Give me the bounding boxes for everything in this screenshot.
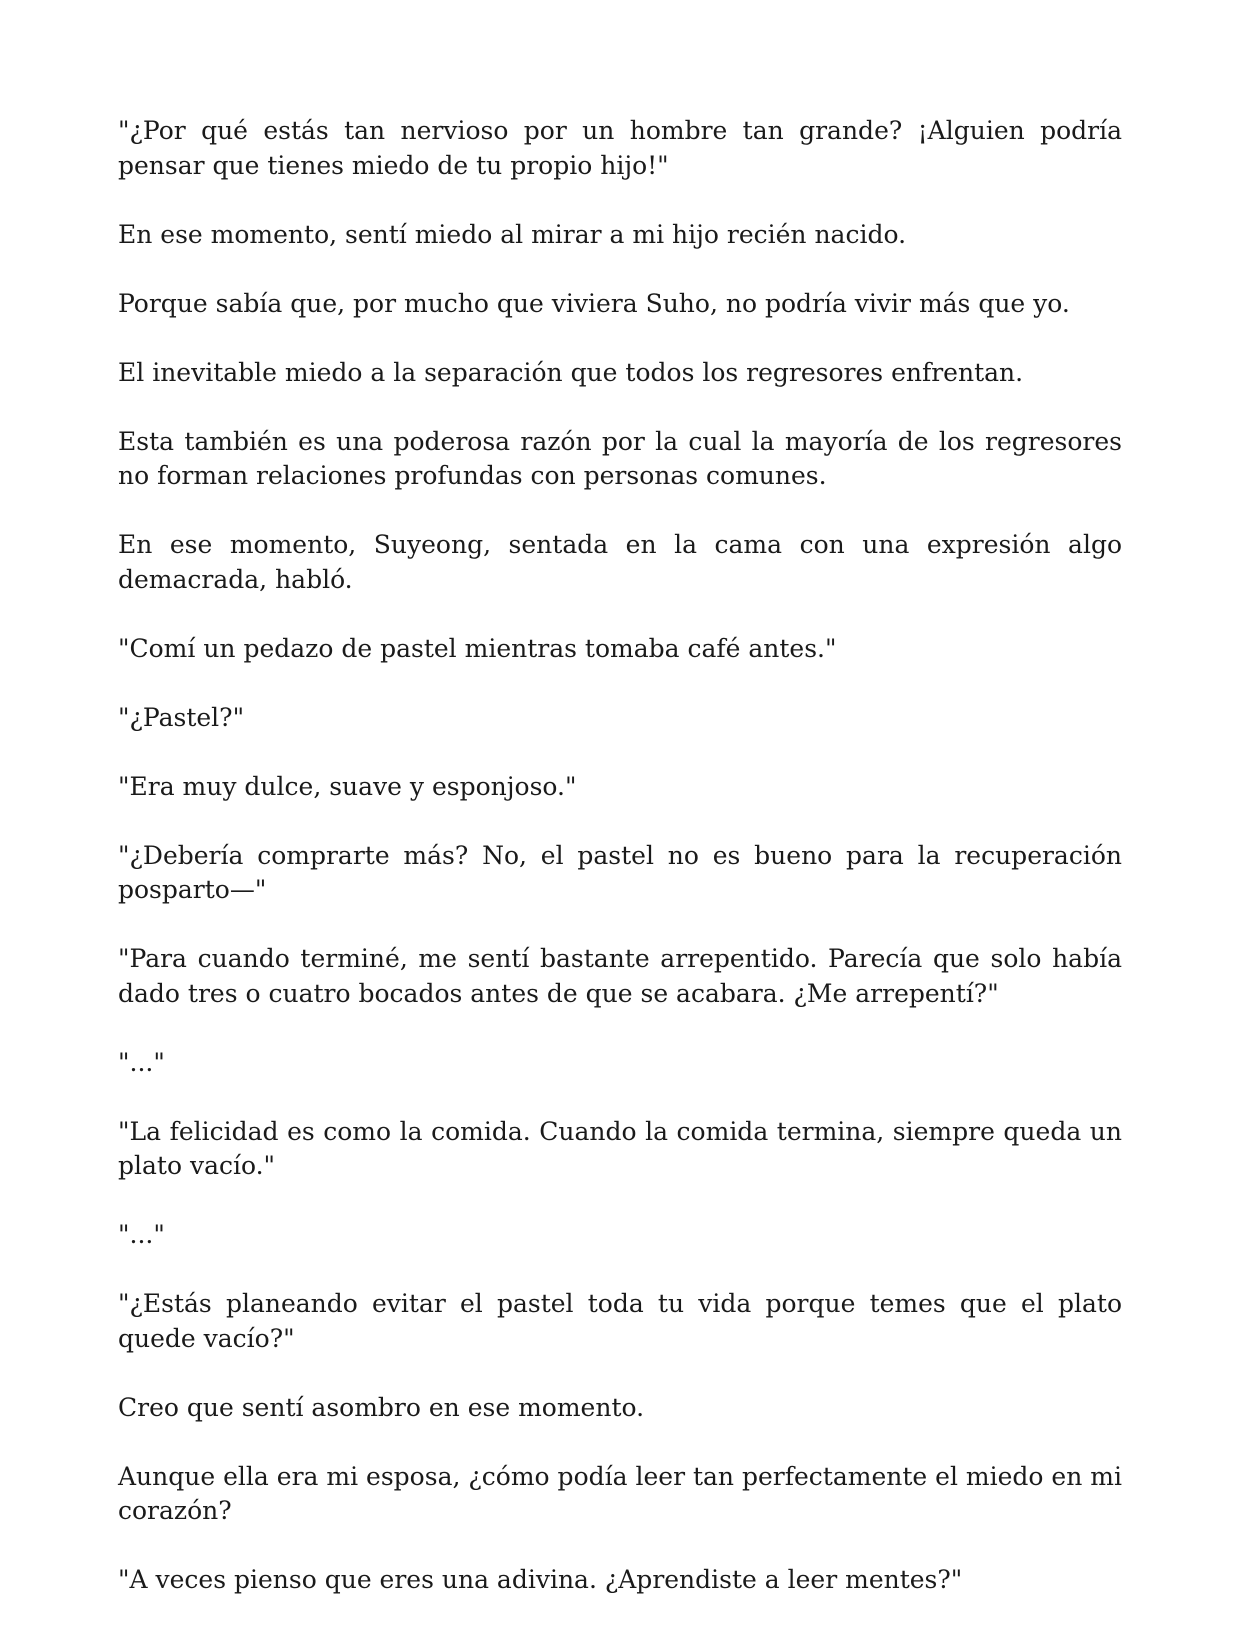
paragraph: "La felicidad es como la comida. Cuando la comida termina, siempre queda un plato vacío." [118,1116,1122,1180]
paragraph: "..." [118,1047,165,1077]
paragraph: En ese momento, sentí miedo al mirar a mi hijo recién nacido. [118,219,907,249]
paragraph: "..." [118,1220,165,1249]
paragraph: Aunque ella era mi esposa, ¿cómo podía leer tan perfectamente el miedo en mi corazón? [118,1461,1122,1525]
paragraph: Creo que sentí asombro en ese momento. [118,1392,645,1422]
paragraph: Porque sabía que, por mucho que viviera Suho, no podría vivir más que yo. [118,288,1070,318]
paragraph: "A veces pienso que eres una adivina. ¿Aprendiste a leer mentes?" [118,1565,963,1594]
paragraph: "Era muy dulce, suave y esponjoso." [118,771,577,801]
paragraph: "¿Debería comprarte más? No, el pastel no es bueno para la recuperación posparto—" [118,840,1122,904]
paragraph: "¿Pastel?" [118,702,245,732]
paragraph: "¿Por qué estás tan nervioso por un hombre tan grande? ¡Alguien podría pensar que tienes miedo de tu propio hijo!" [118,116,1122,180]
document-page [118,114,1122,1632]
paragraph: En ese momento, Suyeong, sentada en la cama con una expresión algo demacrada, habló. [118,530,1122,594]
paragraph: "¿Estás planeando evitar el pastel toda tu vida porque temes que el plato quede vacío?" [118,1289,1122,1353]
paragraph: El inevitable miedo a la separación que todos los regresores enfrentan. [118,357,1024,387]
paragraph: "Comí un pedazo de pastel mientras tomaba café antes." [118,633,837,663]
paragraph: Esta también es una poderosa razón por la cual la mayoría de los regresores no forman relaciones profundas con personas comunes. [118,426,1122,490]
paragraph: "Para cuando terminé, me sentí bastante arrepentido. Parecía que solo había dado tres o cuatro bocados antes de que se acabara. ¿Me arrepentí?" [118,944,1122,1008]
